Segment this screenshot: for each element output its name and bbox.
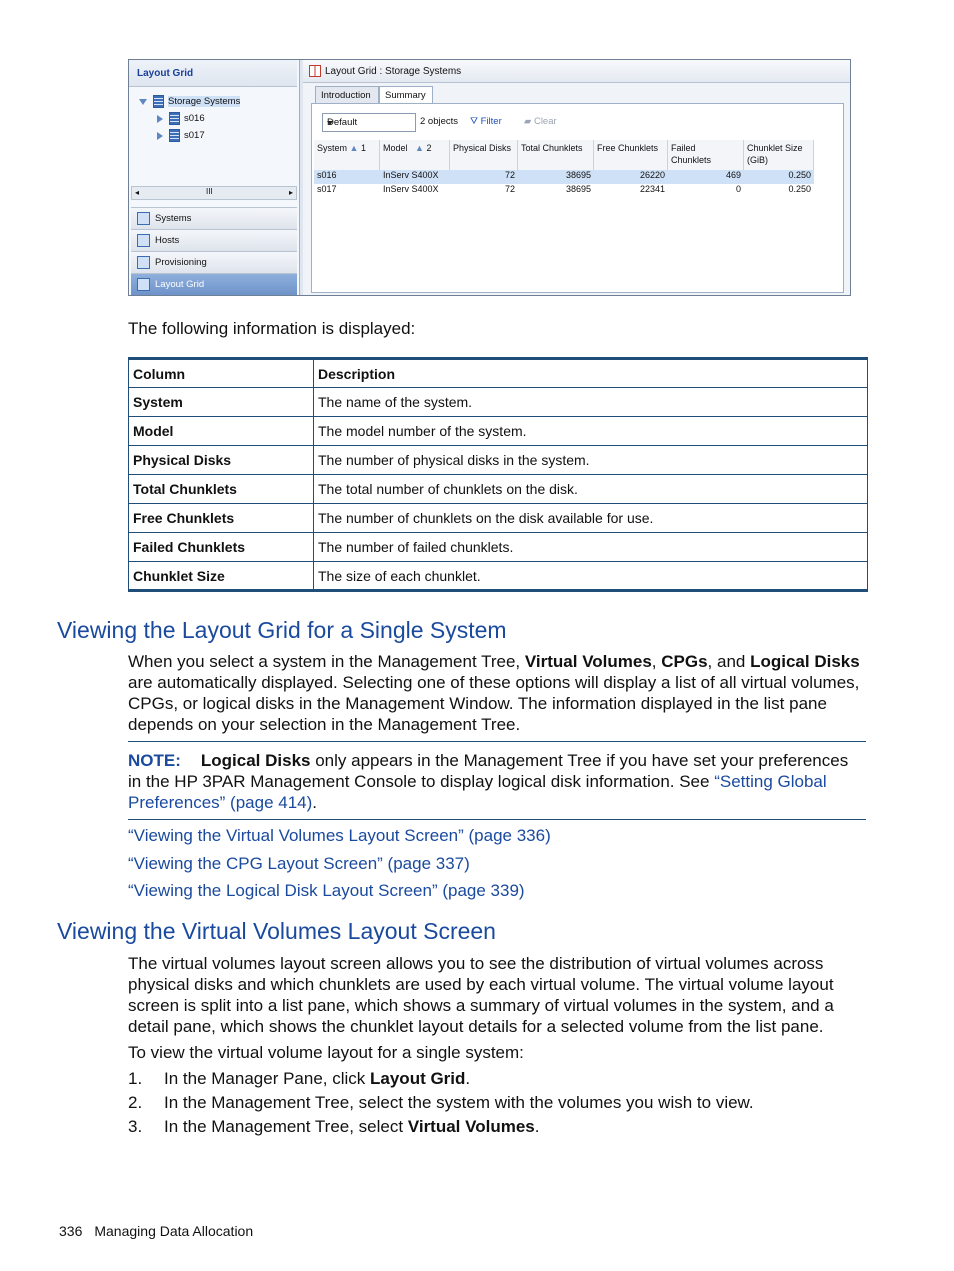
col-header-physical-disks[interactable]: Physical Disks: [450, 140, 518, 170]
expand-icon[interactable]: [139, 99, 147, 105]
list-item: 1. In the Manager Pane, click Layout Grid.: [128, 1069, 471, 1088]
table-row: System The name of the system.: [129, 388, 868, 417]
ui-screenshot: [128, 59, 851, 296]
link-logical-disk-layout[interactable]: “Viewing the Logical Disk Layout Screen” (page 339): [128, 881, 525, 900]
clear-button[interactable]: ▰ Clear: [524, 116, 557, 127]
tree-header: Layout Grid: [129, 60, 297, 87]
scroll-thumb[interactable]: III: [206, 187, 213, 196]
intro-text: The following information is displayed:: [128, 319, 416, 338]
table-header-row: [129, 359, 868, 388]
window-title-bar: Layout Grid : Storage Systems: [303, 60, 850, 83]
list-item: 3. In the Management Tree, select Virtual Volumes.: [128, 1117, 540, 1136]
section-paragraph: When you select a system in the Management Tree, Virtual Volumes, CPGs, and Logical Disks are automatically displayed. Selecting one of these options will display a list of all virtual volumes, CPGs, or logical disks in the Management Window. The information displayed in the list pane depends on your selection in the Management Tree.: [128, 652, 860, 734]
table-row: Physical Disks The number of physical disks in the system.: [129, 446, 868, 475]
storage-icon: [169, 129, 180, 142]
table-row: Free Chunklets The number of chunklets on the disk available for use.: [129, 504, 868, 533]
hosts-icon: [137, 234, 150, 247]
table-row: Total Chunklets The total number of chunklets on the disk.: [129, 475, 868, 504]
chevron-down-icon: [327, 121, 333, 125]
management-tree-pane: [129, 60, 300, 295]
col-header-model[interactable]: Model ▲ 2: [380, 140, 450, 170]
manager-button-systems[interactable]: Systems: [131, 207, 297, 229]
column-description-table: [128, 357, 868, 592]
tab-introduction[interactable]: Introduction: [315, 86, 379, 104]
storage-icon: [153, 95, 164, 108]
tree-item-s017[interactable]: s017: [157, 129, 205, 142]
table-row[interactable]: s017 InServ S400X 72 38695 22341 0 0.250: [317, 184, 811, 194]
layout-grid-icon: [137, 278, 150, 291]
table-row: Chunklet Size The size of each chunklet.: [129, 562, 868, 591]
col-header-total-chunklets[interactable]: Total Chunklets: [518, 140, 594, 170]
section-heading-virtual-volumes: Viewing the Virtual Volumes Layout Screen: [57, 918, 496, 944]
page-footer: [59, 1223, 253, 1239]
section-paragraph: The virtual volumes layout screen allows you to see the distribution of virtual volumes across physical disks and which chunklets are used by each virtual volume. The virtual volume layout screen is split into a list pane, which shows a summary of virtual volumes in the system, and a detail pane, which shows the chunklet layout details for a selected volume from the list pane.: [128, 954, 834, 1036]
collapse-icon[interactable]: [157, 115, 163, 123]
link-virtual-volumes-layout[interactable]: “Viewing the Virtual Volumes Layout Screen” (page 336): [128, 826, 551, 845]
scroll-left-icon[interactable]: ◂: [135, 188, 140, 197]
header-column: Column: [129, 359, 314, 388]
object-count: 2 objects: [420, 116, 459, 127]
tree-scrollbar[interactable]: [131, 186, 297, 200]
footer-title: Managing Data Allocation: [94, 1223, 254, 1239]
systems-icon: [137, 212, 150, 225]
header-description: Description: [314, 359, 868, 388]
tab-summary[interactable]: Summary: [379, 86, 433, 104]
table-row[interactable]: s016 InServ S400X 72 38695 26220 469 0.250: [314, 170, 814, 184]
manager-button-hosts[interactable]: Hosts: [131, 229, 297, 251]
link-cpg-layout[interactable]: “Viewing the CPG Layout Screen” (page 337): [128, 854, 470, 873]
link-setting-global-preferences[interactable]: “Setting Global Preferences” (page 414): [128, 772, 827, 812]
manager-button-provisioning[interactable]: Provisioning: [131, 251, 297, 273]
sort-asc-icon: ▲: [415, 143, 424, 153]
collapse-icon[interactable]: [157, 132, 163, 140]
col-header-free-chunklets[interactable]: Free Chunklets: [594, 140, 668, 170]
page-number: 336: [59, 1223, 83, 1239]
provisioning-icon: [137, 256, 150, 269]
section-heading-single-system: Viewing the Layout Grid for a Single System: [57, 617, 507, 643]
table-row: Failed Chunklets The number of failed chunklets.: [129, 533, 868, 562]
sort-asc-icon: ▲: [349, 143, 359, 153]
eraser-icon: ▰: [524, 116, 534, 127]
col-header-chunklet-size[interactable]: Chunklet Size (GiB): [744, 140, 814, 170]
list-item: 2. In the Management Tree, select the system with the volumes you wish to view.: [128, 1093, 754, 1112]
filter-icon: ⛛: [470, 116, 481, 127]
col-header-failed-chunklets[interactable]: Failed Chunklets: [668, 140, 744, 170]
manager-button-layout-grid[interactable]: Layout Grid: [131, 273, 297, 295]
filter-button[interactable]: ⛛ Filter: [470, 116, 502, 127]
col-header-system[interactable]: System ▲ 1: [314, 140, 380, 170]
scroll-right-icon[interactable]: ▸: [288, 188, 293, 197]
layout-grid-icon: [309, 65, 321, 77]
management-window: [303, 60, 850, 295]
storage-icon: [169, 112, 180, 125]
steps-lead: To view the virtual volume layout for a single system:: [128, 1043, 524, 1062]
summary-panel: [311, 103, 844, 293]
note-label: NOTE:: [128, 751, 181, 770]
tree-item-s016[interactable]: s016: [157, 112, 205, 125]
note-box: NOTE: Logical Disks only appears in the Management Tree if you have set your preferences in the HP 3PAR Management Console to display logical disk information. See “Setting Global Preferences” (page 414).: [128, 741, 866, 820]
table-row: Model The model number of the system.: [129, 417, 868, 446]
view-dropdown[interactable]: Default: [322, 113, 416, 132]
tree-item-storage-systems[interactable]: Storage Systems: [139, 95, 240, 108]
